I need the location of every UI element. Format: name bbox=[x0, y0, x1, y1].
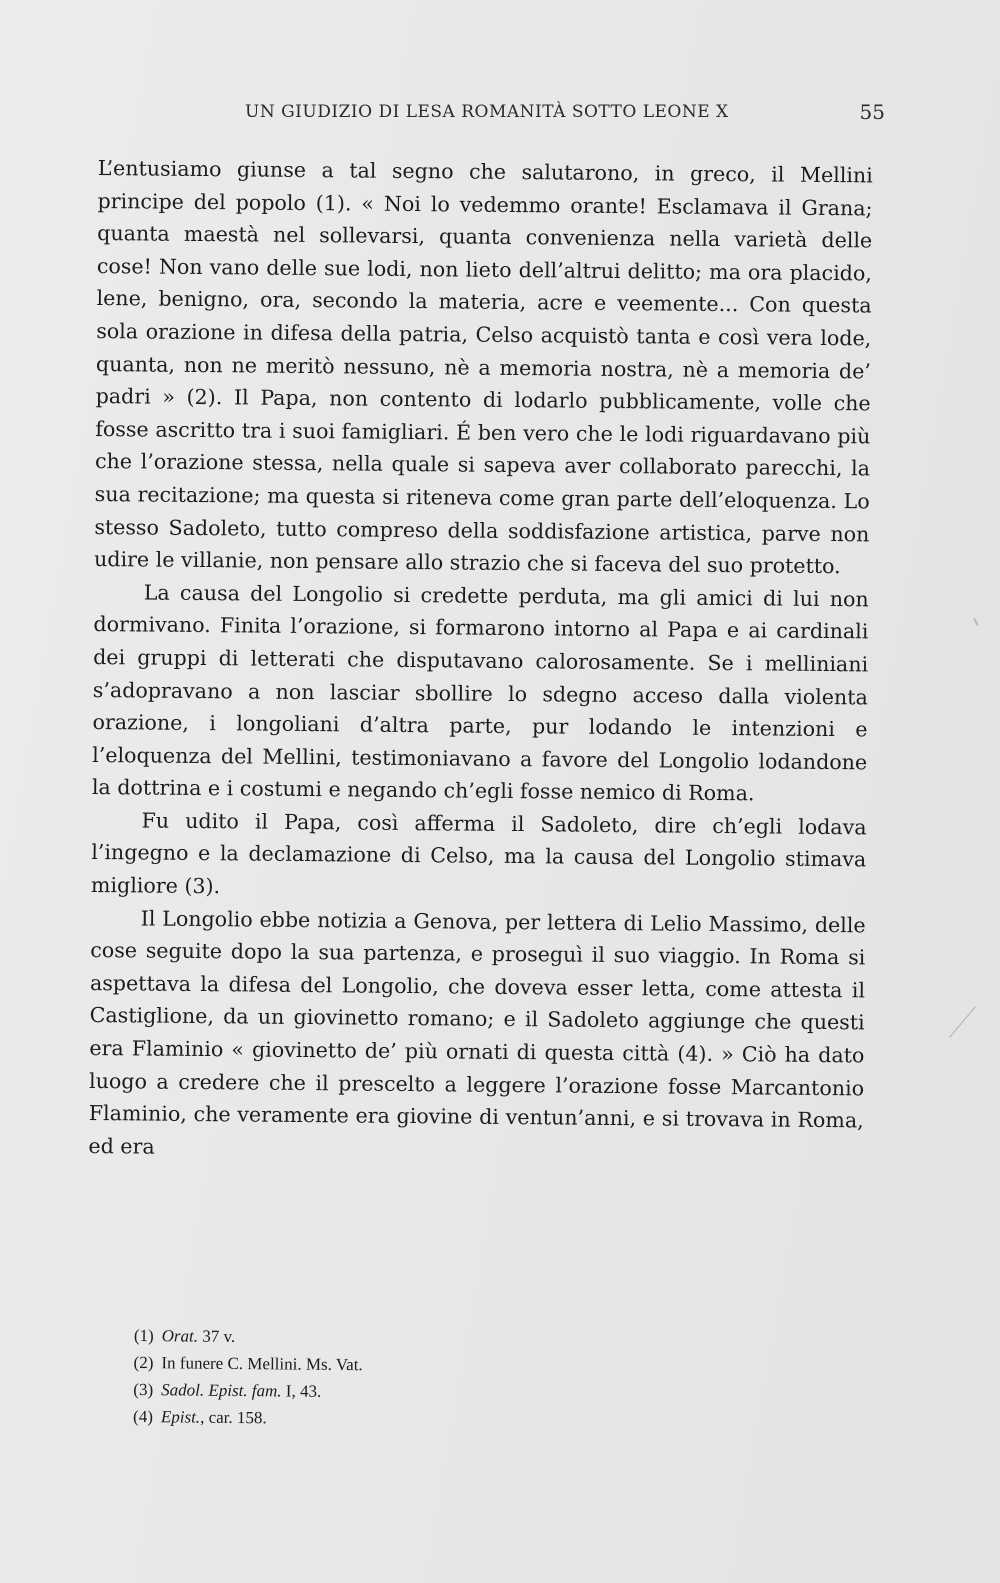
running-title: UN GIUDIZIO DI LESA ROMANITÀ SOTTO LEONE X bbox=[245, 102, 729, 122]
paragraph: La causa del Longolio si credette perduta, ma gli amici di lui non dormivano. Finita l’orazione, si formarono intorno al Papa e ai cardinali dei gruppi di letterati che disputavano calorosamente. Se i melliniani s’adopravano a non lasciar sbollire lo sdegno acceso dalla violenta orazione, i longoliani d’altra parte, pur lodando le intenzioni e l’eloquenza del Mellini, testimoniavano a favore del Longolio lodandone la dottrina e i costumi e negando ch’egli fosse nemico di Roma. bbox=[91, 580, 869, 806]
page-number: 55 bbox=[859, 100, 885, 124]
running-head bbox=[95, 102, 885, 132]
paragraph: Il Longolio ebbe notizia a Genova, per lettera di Lelio Massimo, delle cose seguite dopo la sua partenza, e proseguì il suo viaggio. In Roma si aspettava la difesa del Longolio, che doveva esser letta, come attesta il Castiglione, da un giovinetto romano; e il Sadoleto aggiunge che questi era Flaminio « giovinetto de’ più ornati di questa città (4). » Ciò ha dato luogo a credere che il prescelto a leggere l’orazione fosse Marcantonio Flaminio, che veramente era giovine di ventun’anni, e si trovava in Roma, ed era bbox=[88, 906, 866, 1159]
footnote-text: , car. 158. bbox=[200, 1407, 267, 1428]
footnote-text: 37 v. bbox=[197, 1326, 236, 1346]
footnote-text: In funere C. Mellini. Ms. Vat. bbox=[161, 1353, 363, 1375]
footnote-4 bbox=[133, 1403, 633, 1435]
footnote-italic-source: Sadol. Epist. fam. bbox=[161, 1380, 282, 1401]
footnotes bbox=[133, 1322, 634, 1435]
footnote-text: I, 43. bbox=[281, 1381, 322, 1401]
footnote-number: (2) bbox=[133, 1352, 154, 1373]
footnote-number: (3) bbox=[133, 1379, 154, 1400]
pencil-mark bbox=[973, 618, 979, 626]
paragraph: L’entusiamo giunse a tal segno che salutarono, in greco, il Mellini principe del popolo (1). « Noi lo vedemmo orante! Esclamava il Grana; quanta maestà nel sollevarsi, quanta convenienza nella varietà delle cose! Non vano delle sue lodi, non lieto dell’altrui delitto; ma ora placido, lene, benigno, ora, secondo la materia, acre e veemente... Con questa sola orazione in difesa della patria, Celso acquistò tanta e così vera lode, quanta, non ne meritò nessuno, nè a memoria nostra, nè a memoria de’ padri » (2). Il Papa, non contento di lodarlo pubblicamente, volle che fosse ascritto tra i suoi famigliari. É ben vero che le lodi riguardavano più che l’orazione stessa, nella quale si sapeva aver collaborato parecchi, la sua recitazione; ma questa si riteneva come gran parte dell’eloquenza. Lo stesso Sadoleto, tutto compreso della soddisfazione artistica, parve non udire le villanie, non pensare allo strazio che si faceva del suo protetto. bbox=[93, 155, 873, 579]
footnote-number: (4) bbox=[133, 1406, 154, 1427]
footnote-number: (1) bbox=[133, 1325, 154, 1346]
paragraph: Fu udito il Papa, così afferma il Sadoleto, dire ch’egli lodava l’ingegno e la declamazione di Celso, ma la causa del Longolio stimava migliore (3). bbox=[90, 808, 867, 899]
footnote-italic-source: Epist. bbox=[160, 1407, 201, 1427]
body-text bbox=[88, 152, 873, 1170]
footnote-italic-source: Orat. bbox=[161, 1326, 199, 1346]
pencil-mark bbox=[949, 1006, 975, 1037]
